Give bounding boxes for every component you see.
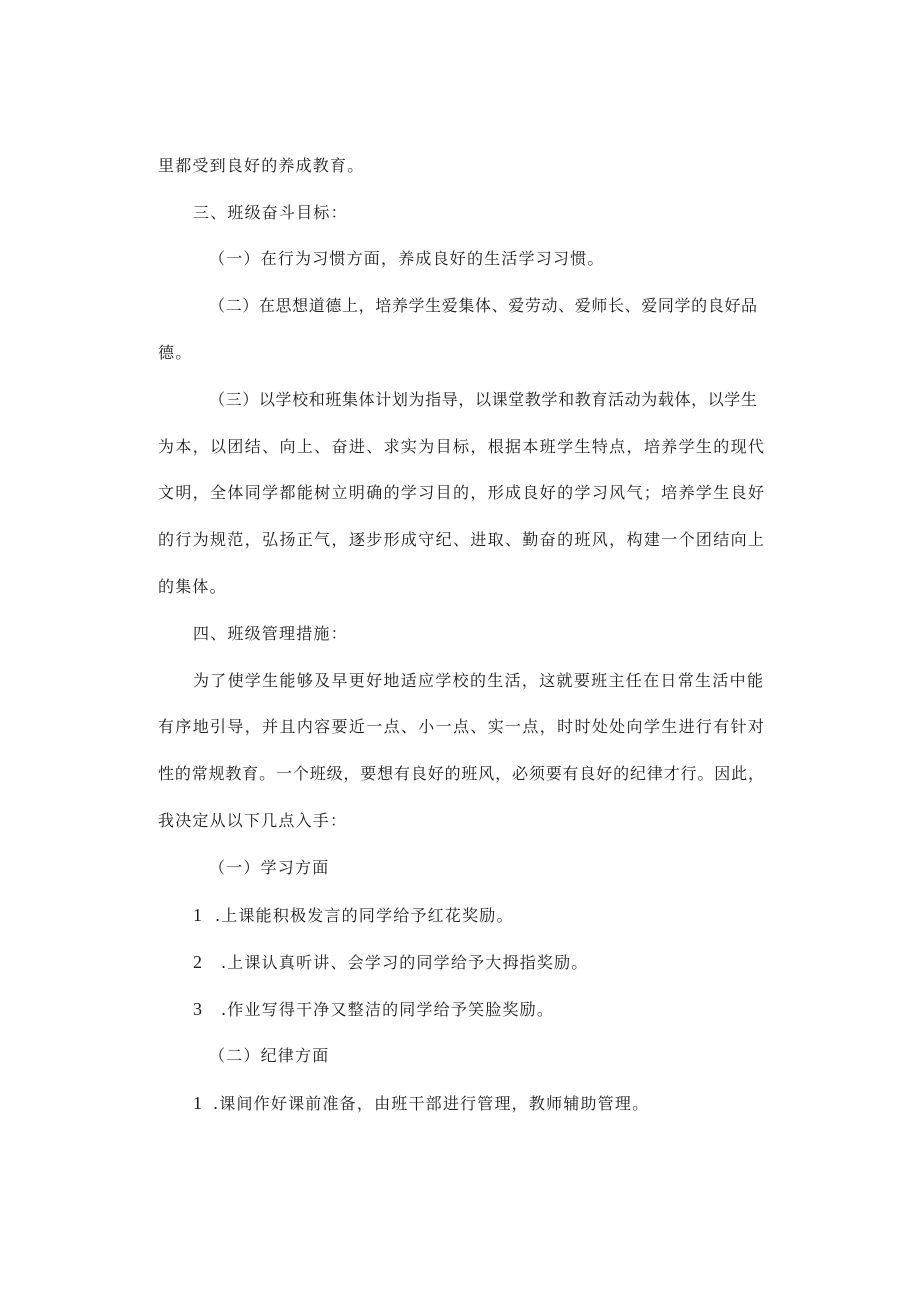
list-text: .上课认真听讲、会学习的同学给予大拇指奖励。	[221, 953, 589, 972]
study-list-item	[193, 952, 589, 973]
goal-item-3-cont: 的集体。	[158, 577, 227, 596]
goal-item-2: （二）在思想道德上，培养学生爱集体、爱劳动、爱师长、爱同学的良好品	[209, 296, 757, 315]
section-heading-goals: 三、班级奋斗目标：	[193, 203, 348, 222]
goal-item-3-cont: 文明，全体同学都能树立明确的学习目的，形成良好的学习风气；培养学生良好	[158, 483, 764, 502]
list-number: 1	[193, 1093, 204, 1113]
list-text: .上课能积极发言的同学给予红花奖励。	[215, 906, 514, 925]
list-text: .课间作好课前准备，由班干部进行管理，教师辅助管理。	[213, 1094, 650, 1113]
discipline-list-item	[193, 1093, 649, 1114]
paragraph-continuation: 里都受到良好的养成教育。	[158, 156, 365, 175]
measures-paragraph-cont: 有序地引导，并且内容要近一点、小一点、实一点，时时处处向学生进行有针对	[158, 717, 764, 736]
list-number: 2	[193, 952, 204, 972]
measures-paragraph-cont: 我决定从以下几点入手：	[158, 811, 348, 830]
goal-item-3: （三）以学校和班集体计划为指导，以课堂教学和教育活动为载体，以学生	[209, 390, 757, 409]
goal-item-3-cont: 为本，以团结、向上、奋进、求实为目标，根据本班学生特点，培养学生的现代	[158, 437, 764, 456]
list-text: .作业写得干净又整洁的同学给予笑脸奖励。	[221, 1000, 555, 1019]
list-number: 3	[193, 999, 204, 1019]
section-heading-measures: 四、班级管理措施：	[193, 624, 348, 643]
goal-item-2-cont: 德。	[158, 343, 193, 362]
measures-paragraph-cont: 性的常规教育。一个班级，要想有良好的班风，必须要有良好的纪律才行。因此，	[158, 764, 764, 783]
subheading-study: （一）学习方面	[209, 858, 330, 877]
goal-item-3-cont: 的行为规范，弘扬正气，逐步形成守纪、进取、勤奋的班风，构建一个团结向上	[158, 530, 764, 549]
list-number: 1	[193, 905, 204, 925]
measures-paragraph: 为了使学生能够及早更好地适应学校的生活，这就要班主任在日常生活中能	[193, 671, 763, 690]
study-list-item	[193, 999, 554, 1020]
study-list-item	[193, 905, 514, 926]
subheading-discipline: （二）纪律方面	[209, 1046, 330, 1065]
goal-item-1: （一）在行为习惯方面，养成良好的生活学习习惯。	[209, 249, 605, 268]
